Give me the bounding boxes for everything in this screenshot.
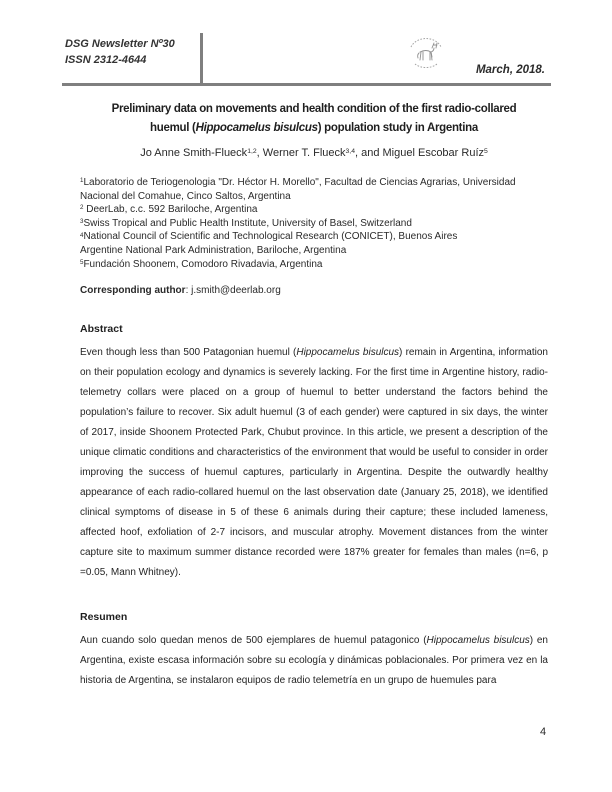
resumen-paragraph — [80, 631, 548, 691]
title-line-2-post: ) population study in Argentina — [317, 122, 478, 134]
abstract-text-pre: Even though less than 500 Patagonian huemul ( — [80, 347, 297, 359]
corresponding-author-email: : j.smith@deerlab.org — [185, 285, 281, 297]
article-title — [80, 100, 548, 138]
species-name-italic: Hippocamelus bisulcus — [195, 122, 318, 134]
abstract-paragraph — [80, 343, 548, 583]
title-line-2-pre: huemul ( — [150, 122, 196, 134]
author-3: , and Miguel Escobar Ruíz$^5$ — [355, 147, 488, 159]
issue-date: March, 2018. — [475, 64, 545, 76]
affiliation-1-sup: 1 — [80, 177, 84, 185]
header-vertical-divider — [200, 33, 203, 83]
affiliation-1: $^1$Laboratorio de Teriogenologia "Dr. Héctor H. Morello", Facultad de Ciencias Agrarias, Universidad Nacional del Comahue, Cinco Saltos, Argentina — [80, 177, 516, 202]
newsletter-issn: ISSN 2312-4644 — [65, 54, 147, 66]
affiliation-2-sup: 2 — [80, 204, 84, 212]
affiliation-4: $^4$National Council of Scientific and Technological Research (CONICET), Buenos Aires — [80, 231, 458, 243]
deer-specialist-group-logo-icon — [402, 30, 450, 76]
affiliation-2: $^2$ DeerLab, c.c. 592 Bariloche, Argentina — [80, 204, 258, 216]
title-line-2 — [80, 119, 548, 138]
author-3-affiliation-sup: 5 — [484, 147, 488, 155]
author-1-affiliation-sup: 1,2 — [247, 147, 257, 155]
abstract-heading: Abstract — [80, 323, 123, 336]
newsletter-info — [65, 36, 175, 68]
article-content — [80, 86, 548, 691]
affiliation-3: $^3$Swiss Tropical and Public Health Institute, University of Basel, Switzerland — [80, 217, 412, 229]
resumen-heading: Resumen — [80, 611, 128, 624]
affiliation-4-sup: 4 — [80, 231, 84, 239]
author-2-affiliation-sup: 3,4 — [345, 147, 355, 155]
abstract-text-post: ) remain in Argentina, information on their population ecology and dynamics is severely lacking. For the first time in Argentine history, radio-telemetry collars were placed on a group of huemul to better understand the factors behind the population’s failure to recover. Six adult huemul (3 of each gender) were captured in six days, the winter of 2017, inside Shoonem Protected Park, Chubut province. In this article, we present a description of the unique climatic conditions and characteristics of the environment that would be useful to consider in order improving the success of huemul captures, particularly in Argentina. Despite the outwardly healthy appearance of each radio-collared huemul on the last observation date (January 25, 2018), we identified clinical symptoms of disease in 5 of these 6 animals during their capture; these included lameness, affected hoof, exfoliation of 2-7 incisors, and muscular atrophy. Movement distances from the winter capture site to maximum summer distance recorded were 187% greater for females than males (n=6, p =0.05, Mann Whitney). — [80, 347, 548, 579]
abstract-species-italic: Hippocamelus bisulcus — [296, 347, 400, 359]
affiliation-4-continued: Argentine National Park Administration, Bariloche, Argentina — [80, 244, 347, 256]
affiliation-3-sup: 3 — [80, 218, 84, 225]
resumen-text-post: ) en Argentina, existe escasa información sobre su ecología y dinámicas poblacionales. Por primera vez en la historia de Argentina, se instalaron equipos de radio telemetría en un grupo de huemules para — [80, 635, 548, 687]
author-2: , Werner T. Flueck$^{3,4}$ — [256, 147, 355, 159]
author-line — [80, 147, 548, 159]
resumen-text-pre: Aun cuando solo quedan menos de 500 ejemplares de huemul patagonico ( — [80, 635, 427, 647]
affiliation-5: $^5$Fundación Shoonem, Comodoro Rivadavia, Argentina — [80, 258, 323, 270]
newsletter-title: DSG Newsletter Nº30 — [65, 38, 175, 50]
author-1: Jo Anne Smith-Flueck$^{1,2}$ — [140, 147, 257, 159]
affiliations-list — [80, 176, 548, 271]
corresponding-author-line — [80, 285, 548, 296]
resumen-species-italic: Hippocamelus bisulcus — [426, 635, 530, 647]
page-number: 4 — [540, 726, 547, 738]
title-line-1: Preliminary data on movements and health condition of the first radio-collared — [111, 103, 517, 115]
affiliation-5-sup: 5 — [80, 258, 84, 266]
corresponding-author-label: Corresponding author — [80, 285, 186, 297]
